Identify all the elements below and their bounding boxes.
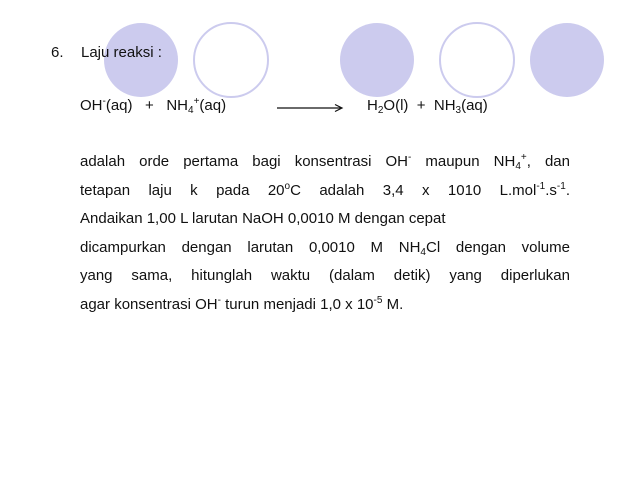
right-arrow-icon <box>277 103 345 113</box>
plus-sign: + <box>145 97 154 114</box>
line1-a: adalah orde pertama bagi konsentrasi OH <box>80 153 408 170</box>
deco-circle-4 <box>440 23 514 97</box>
nh-subscript: 4 <box>188 105 194 116</box>
deco-circle-2 <box>194 23 268 97</box>
line6-a: agar konsentrasi OH <box>80 295 218 313</box>
line2-c: .s <box>545 181 557 199</box>
nh-text: NH <box>166 97 188 114</box>
line2-a-sup: o <box>284 180 291 192</box>
line6-a-sup: - <box>217 294 221 306</box>
line6-c: M. <box>382 295 404 313</box>
deco-circle-3 <box>340 23 414 97</box>
water-text: O(l) <box>383 97 409 114</box>
oh-state: (aq) <box>105 97 133 114</box>
paragraph-line-2 <box>80 177 570 206</box>
item-number: 6. <box>51 44 64 61</box>
plus-sign: + <box>416 97 426 114</box>
paragraph-line-4 <box>80 234 570 263</box>
oh-text: OH <box>80 97 103 114</box>
h-subscript: 2 <box>377 105 384 116</box>
line6-b-sup: -5 <box>373 294 383 306</box>
nh3-text: NH <box>433 97 456 114</box>
item-title: Laju reaksi : <box>81 44 162 61</box>
line4-a: dicampurkan dengan larutan 0,0010 M NH <box>80 238 421 256</box>
deco-circle-5 <box>530 23 604 97</box>
line2-b: C adalah 3,4 x 1010 L.mol <box>290 181 537 199</box>
line4-b: Cl dengan volume <box>425 238 570 256</box>
line1-b-sub: 4 <box>515 161 521 172</box>
nh3-state: (aq) <box>461 97 488 114</box>
line1-a-sup: - <box>407 152 412 163</box>
oh-charge: - <box>102 96 106 107</box>
line1-b: maupun NH <box>411 153 516 170</box>
equation-products <box>367 97 488 114</box>
line2-c-sup: -1 <box>556 180 566 192</box>
equation-reactants <box>80 97 226 114</box>
paragraph-line-5: yang sama, hitunglah waktu (dalam detik) yang diperlukan <box>80 267 570 284</box>
line2-b-sup: -1 <box>536 180 546 192</box>
line1-c: , dan <box>526 153 570 170</box>
line1-b-sup: + <box>520 152 527 163</box>
paragraph-line-6 <box>80 291 570 320</box>
nh-state: (aq) <box>199 97 227 114</box>
problem-paragraph <box>80 148 570 319</box>
line6-b: turun menjadi 1,0 x 10 <box>220 295 374 313</box>
nh-charge: + <box>193 96 200 107</box>
nh3-subscript: 3 <box>455 105 462 116</box>
line2-a: tetapan laju k pada 20 <box>80 181 285 199</box>
line4-a-sub: 4 <box>420 246 426 258</box>
paragraph-line-3: Andaikan 1,00 L larutan NaOH 0,0010 M dengan cepat <box>80 210 446 227</box>
h-text: H <box>367 97 378 114</box>
paragraph-line-1 <box>80 148 570 177</box>
line2-d: . <box>565 181 570 199</box>
